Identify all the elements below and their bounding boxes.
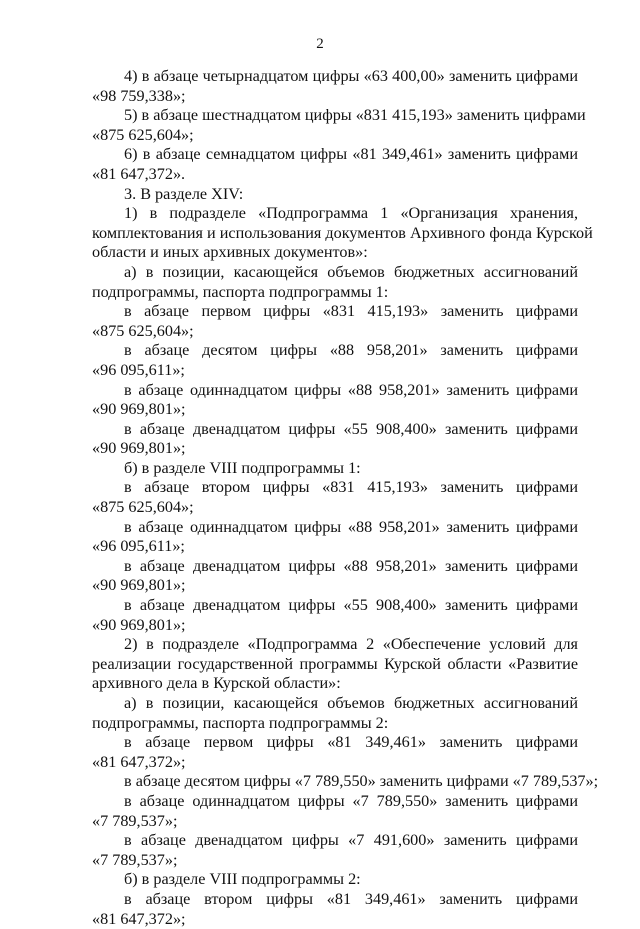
text-line: реализации государственной программы Курской области «Развитие bbox=[92, 654, 578, 673]
text-line: в абзаце втором цифры «81 349,461» заменить цифрами bbox=[124, 889, 578, 908]
text-line: в абзаце втором цифры «831 415,193» заменить цифрами bbox=[124, 478, 578, 497]
text-line: 5) в абзаце шестнадцатом цифры «831 415,193» заменить цифрами bbox=[124, 106, 586, 125]
text-line: «7 789,537»; bbox=[92, 811, 178, 830]
text-line: а) в позиции, касающейся объемов бюджетных ассигнований bbox=[124, 694, 578, 712]
text-line: «875 625,604»; bbox=[92, 498, 194, 517]
text-line: «81 647,372»; bbox=[92, 752, 186, 771]
text-line: подпрограммы, паспорта подпрограммы 1: bbox=[92, 282, 389, 301]
text-line: в абзаце двенадцатом цифры «55 908,400» заменить цифрами bbox=[124, 419, 578, 438]
text-line: «875 625,604»; bbox=[92, 125, 194, 144]
text-line: в абзаце первом цифры «81 349,461» заменить цифрами bbox=[124, 733, 578, 752]
text-line: в абзаце двенадцатом цифры «88 958,201» заменить цифрами bbox=[124, 556, 578, 575]
text-line: 6) в абзаце семнадцатом цифры «81 349,461» заменить цифрами bbox=[124, 145, 578, 164]
text-line: подпрограммы, паспорта подпрограммы 2: bbox=[92, 713, 389, 732]
text-line: «875 625,604»; bbox=[92, 321, 194, 340]
text-line: «81 647,372». bbox=[92, 164, 186, 183]
text-line: в абзаце двенадцатом цифры «55 908,400» заменить цифрами bbox=[124, 596, 578, 615]
text-line: «81 647,372»; bbox=[92, 909, 186, 928]
text-line: «96 095,611»; bbox=[92, 537, 185, 556]
page-number: 2 bbox=[316, 36, 324, 52]
text-line: в абзаце двенадцатом цифры «7 491,600» заменить цифрами bbox=[124, 831, 578, 850]
text-line: 1) в подразделе «Подпрограмма 1 «Организация хранения, bbox=[124, 204, 578, 223]
text-line: «98 759,338»; bbox=[92, 86, 186, 105]
text-line: в абзаце первом цифры «831 415,193» заменить цифрами bbox=[124, 302, 578, 321]
text-line: «90 969,801»; bbox=[92, 615, 186, 634]
text-line: а) в позиции, касающейся объемов бюджетных ассигнований bbox=[124, 262, 578, 281]
text-line: б) в разделе VIII подпрограммы 1: bbox=[124, 458, 361, 477]
text-line: «90 969,801»; bbox=[92, 439, 186, 458]
text-line: 3. В разделе XIV: bbox=[124, 184, 244, 203]
text-line: «90 969,801»; bbox=[92, 576, 186, 595]
text-line: 2) в подразделе «Подпрограмма 2 «Обеспечение условий для bbox=[124, 635, 578, 654]
text-line: б) в разделе VIII подпрограммы 2: bbox=[124, 870, 361, 889]
document-body bbox=[92, 67, 599, 929]
text-line: комплектования и использования документов Архивного фонда Курской bbox=[92, 223, 593, 242]
text-line: «96 095,611»; bbox=[92, 360, 185, 379]
text-line: архивного дела в Курской области»: bbox=[92, 674, 341, 693]
text-line: «90 969,801»; bbox=[92, 400, 186, 419]
text-line: в абзаце десятом цифры «88 958,201» заменить цифрами bbox=[124, 341, 578, 360]
text-line: «7 789,537»; bbox=[92, 850, 178, 869]
text-line: 4) в абзаце четырнадцатом цифры «63 400,00» заменить цифрами bbox=[124, 67, 578, 85]
text-line: в абзаце одиннадцатом цифры «88 958,201» заменить цифрами bbox=[124, 380, 578, 399]
text-line: в абзаце одиннадцатом цифры «7 789,550» заменить цифрами bbox=[124, 791, 578, 810]
text-line: области и иных архивных документов»: bbox=[92, 243, 368, 262]
text-line: в абзаце десятом цифры «7 789,550» заменить цифрами «7 789,537»; bbox=[124, 772, 599, 791]
text-line: в абзаце одиннадцатом цифры «88 958,201» заменить цифрами bbox=[124, 517, 578, 536]
